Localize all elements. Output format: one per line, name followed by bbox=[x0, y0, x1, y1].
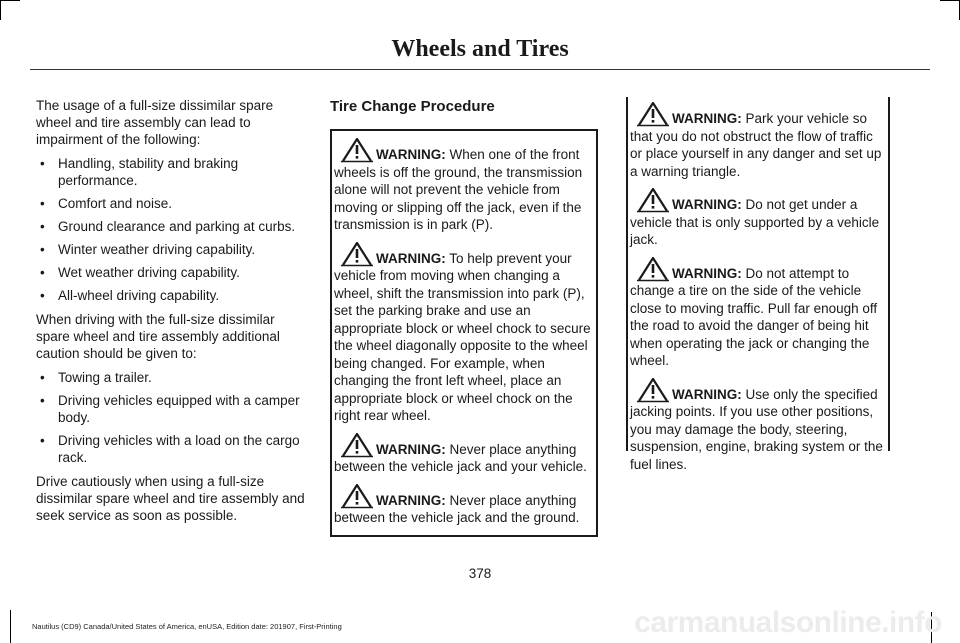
warning-text: Do not attempt to change a tire on the side of the vehicle close to moving traffic. Pull far enough off the road to avoid the danger of being hit when operating the jack or changing the wheel. bbox=[630, 265, 878, 368]
watermark: carmanualsonline.info bbox=[634, 606, 942, 639]
crop-mark bbox=[10, 610, 11, 643]
closing-paragraph: Drive cautiously when using a full-size dissimilar spare wheel and tire assembly and seek service as soon as possible. bbox=[36, 474, 305, 523]
list-item: • Wet weather driving capability. bbox=[36, 264, 308, 281]
warning-triangle-icon bbox=[636, 101, 670, 127]
column-left bbox=[36, 97, 308, 531]
warning-paragraph bbox=[630, 101, 886, 180]
warning-text: To help prevent your vehicle from moving when changing a wheel, shift the transmission into park (P), set the parking brake and use an appropriate block or wheel chock to secure the wheel diagonally opposite to the wheel being changed. For example, when changing the front left wheel, place an appropriate block or wheel chock on the right rear wheel. bbox=[334, 250, 591, 423]
warning-text: Never place anything between the vehicle jack and the ground. bbox=[334, 492, 580, 525]
warning-box bbox=[626, 97, 890, 472]
list-item: • All-wheel driving capability. bbox=[36, 287, 308, 304]
caution-list bbox=[36, 369, 308, 466]
warning-paragraph bbox=[334, 241, 594, 425]
warning-label: WARNING: bbox=[672, 386, 742, 402]
warning-paragraph bbox=[630, 187, 886, 249]
warning-triangle-icon bbox=[636, 256, 670, 282]
intro-paragraph: The usage of a full-size dissimilar spare wheel and tire assembly can lead to impairment of the following: bbox=[36, 98, 274, 147]
warning-triangle-icon bbox=[340, 483, 374, 509]
warning-paragraph bbox=[630, 256, 886, 370]
column-right bbox=[626, 97, 890, 472]
crop-mark bbox=[0, 0, 20, 1]
warning-triangle-icon bbox=[340, 241, 374, 267]
warning-paragraph bbox=[334, 432, 594, 476]
warning-triangle-icon bbox=[636, 377, 670, 403]
crop-mark bbox=[0, 0, 1, 20]
warning-label: WARNING: bbox=[672, 111, 742, 126]
warning-label: WARNING: bbox=[376, 441, 446, 457]
warning-label: WARNING: bbox=[672, 197, 742, 212]
section-heading: Tire Change Procedure bbox=[330, 98, 495, 115]
list-item: • Driving vehicles equipped with a camper body. bbox=[36, 392, 308, 426]
column-middle bbox=[330, 97, 598, 537]
warning-triangle-icon bbox=[340, 137, 374, 163]
page-number: 378 bbox=[468, 566, 492, 581]
warning-text: Never place anything between the vehicle jack and your vehicle. bbox=[334, 441, 587, 474]
warning-text: Park your vehicle so that you do not obstruct the flow of traffic or place yourself in any danger and set up a warning triangle. bbox=[630, 111, 882, 179]
warning-text: When one of the front wheels is off the ground, the transmission alone will not prevent the vehicle from moving or slipping off the jack, even if the transmission is in park (P). bbox=[334, 147, 583, 232]
page-title: Wheels and Tires bbox=[391, 36, 569, 62]
warning-text: Do not get under a vehicle that is only supported by a vehicle jack. bbox=[630, 197, 880, 247]
warning-label: WARNING: bbox=[376, 147, 446, 162]
warning-paragraph bbox=[334, 137, 594, 234]
impairment-list bbox=[36, 155, 308, 304]
warning-box bbox=[330, 129, 598, 537]
warning-label: WARNING: bbox=[672, 265, 742, 281]
header-divider bbox=[30, 69, 930, 70]
list-item: • Ground clearance and parking at curbs. bbox=[36, 218, 308, 235]
warning-paragraph bbox=[334, 483, 594, 527]
list-item: • Towing a trailer. bbox=[36, 369, 308, 386]
list-item: • Comfort and noise. bbox=[36, 195, 308, 212]
warning-triangle-icon bbox=[636, 187, 670, 213]
crop-mark bbox=[940, 0, 960, 1]
warning-triangle-icon bbox=[340, 432, 374, 458]
warning-label: WARNING: bbox=[376, 250, 446, 266]
list-item: • Winter weather driving capability. bbox=[36, 241, 308, 258]
edition-footer: Nautilus (CD9) Canada/United States of America, enUSA, Edition date: 201907, First-Printing bbox=[32, 622, 342, 631]
list-item: • Driving vehicles with a load on the cargo rack. bbox=[36, 432, 308, 466]
warning-text: Use only the specified jacking points. If you use other positions, you may damage the body, steering, suspension, engine, braking system or the fuel lines. bbox=[630, 386, 883, 472]
caution-paragraph: When driving with the full-size dissimilar spare wheel and tire assembly additional caution should be given to: bbox=[36, 312, 280, 361]
warning-label: WARNING: bbox=[376, 492, 446, 508]
warning-paragraph bbox=[630, 377, 886, 474]
list-item: • Handling, stability and braking performance. bbox=[36, 155, 308, 189]
